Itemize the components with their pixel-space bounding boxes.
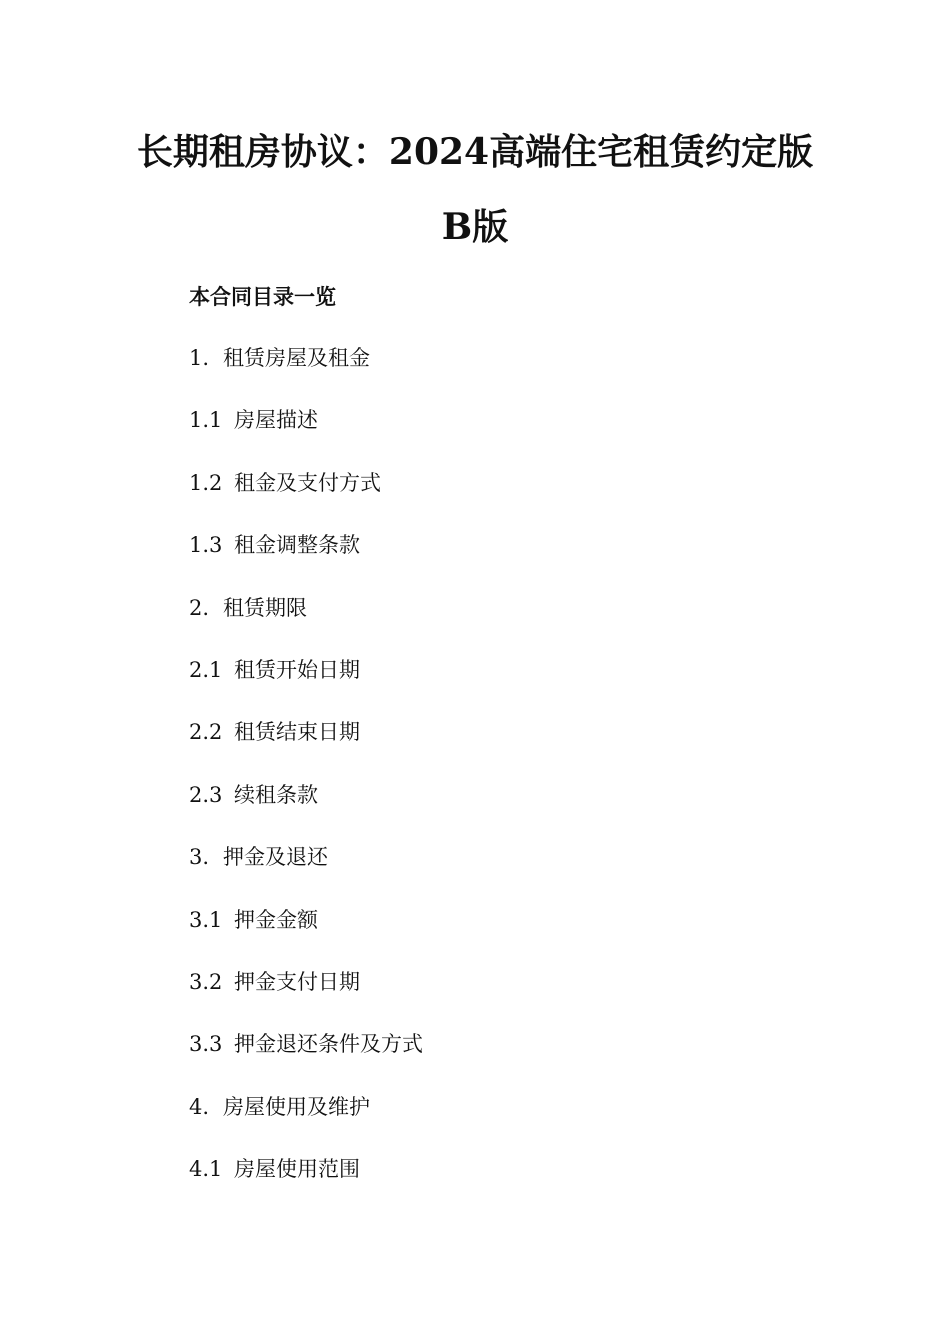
toc-item-number: 3.2 — [189, 969, 223, 994]
toc-item-text: 租赁房屋及租金 — [223, 346, 370, 370]
toc-item-text: 续租条款 — [234, 782, 318, 807]
toc-item — [189, 470, 889, 532]
toc-item-text: 租赁期限 — [223, 595, 307, 620]
toc-item-text: 租金调整条款 — [234, 533, 360, 558]
toc-item-number: 2.2 — [189, 720, 223, 745]
toc-heading: 本合同目录一览 — [189, 284, 336, 309]
toc-item — [189, 657, 889, 719]
toc-item-text: 押金金额 — [234, 907, 318, 932]
toc-item — [189, 782, 889, 844]
toc-item-text: 租金及支付方式 — [234, 470, 381, 495]
toc-list — [189, 345, 889, 1218]
toc-item-number: 2.1 — [189, 657, 223, 682]
toc-item — [189, 532, 889, 594]
toc-item-text: 房屋描述 — [234, 408, 318, 433]
toc-item-text: 房屋使用范围 — [234, 1157, 360, 1182]
toc-item-number: 1.1 — [189, 408, 223, 433]
toc-item-number: 1. — [189, 346, 210, 370]
toc-item-number: 1.2 — [189, 470, 223, 495]
toc-item-number: 3.3 — [189, 1032, 223, 1057]
toc-item — [189, 345, 889, 407]
toc-item-number: 2.3 — [189, 782, 223, 807]
toc-item — [189, 719, 889, 781]
toc-item-text: 押金及退还 — [223, 845, 328, 870]
toc-item-text: 租赁开始日期 — [234, 657, 360, 682]
document-title-line-2: B版 — [441, 206, 509, 248]
toc-item — [189, 907, 889, 969]
toc-item-text: 租赁结束日期 — [234, 720, 360, 745]
toc-item — [189, 1094, 889, 1156]
toc-item — [189, 1156, 889, 1218]
toc-item — [189, 407, 889, 469]
toc-item — [189, 969, 889, 1031]
document-title-line-1: 长期租房协议：2024高端住宅租赁约定版 — [136, 131, 814, 173]
toc-item-number: 3. — [189, 845, 210, 870]
toc-item — [189, 844, 889, 906]
toc-item-text: 押金退还条件及方式 — [234, 1032, 423, 1057]
toc-item-number: 4. — [189, 1094, 210, 1119]
toc-item-number: 1.3 — [189, 533, 223, 558]
toc-item-text: 押金支付日期 — [234, 969, 360, 994]
toc-item-number: 4.1 — [189, 1157, 223, 1182]
toc-item — [189, 595, 889, 657]
toc-item-number: 2. — [189, 595, 210, 620]
toc-item-text: 房屋使用及维护 — [223, 1094, 370, 1119]
toc-item-number: 3.1 — [189, 907, 223, 932]
toc-item — [189, 1031, 889, 1093]
